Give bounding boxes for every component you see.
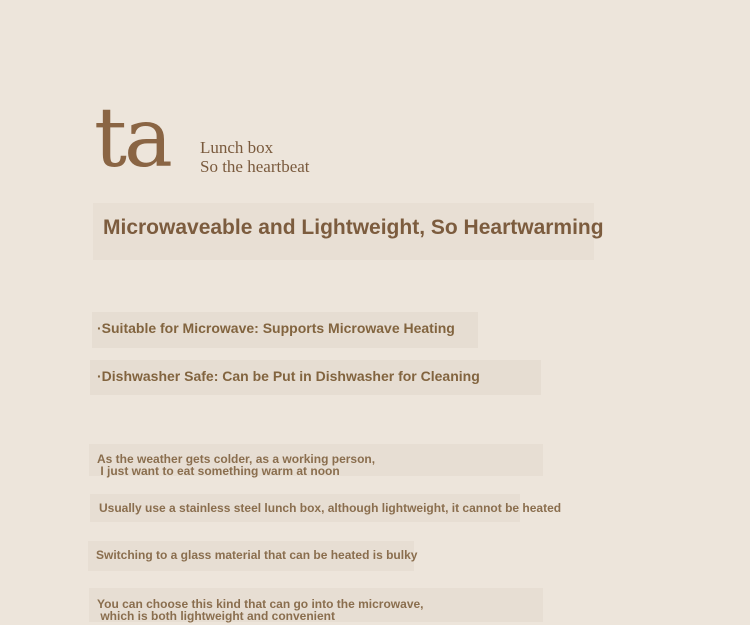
- brand-logo: [94, 91, 414, 188]
- page-headline: Microwaveable and Lightweight, So Heartwarming: [103, 216, 604, 239]
- feature-dishwasher: ·Dishwasher Safe: Can be Put in Dishwasher for Cleaning: [97, 368, 480, 384]
- paragraph-4-line-2: which is both lightweight and convenient: [97, 609, 336, 623]
- paragraph-2-line-1: Usually use a stainless steel lunch box, although lightweight, it cannot be heated: [99, 501, 562, 515]
- paragraph-1-line-1: As the weather gets colder, as a working person,: [97, 452, 376, 466]
- brand-tagline-line-1: Lunch box: [200, 138, 274, 157]
- paragraph-3-line-1: Switching to a glass material that can be heated is bulky: [96, 548, 418, 562]
- paragraph-3: [96, 549, 417, 561]
- brand-mark: ta: [94, 91, 170, 186]
- paragraph-4: [97, 598, 424, 622]
- paragraph-1: [97, 453, 375, 477]
- paragraph-4-line-1: You can choose this kind that can go into the microwave,: [97, 597, 424, 611]
- feature-microwave: ·Suitable for Microwave: Supports Microwave Heating: [97, 320, 455, 336]
- paragraph-2: [99, 502, 561, 514]
- paragraph-1-line-2: I just want to eat something warm at noon: [97, 464, 340, 478]
- brand-tagline: [200, 138, 310, 176]
- brand-tagline-line-2: So the heartbeat: [200, 157, 310, 176]
